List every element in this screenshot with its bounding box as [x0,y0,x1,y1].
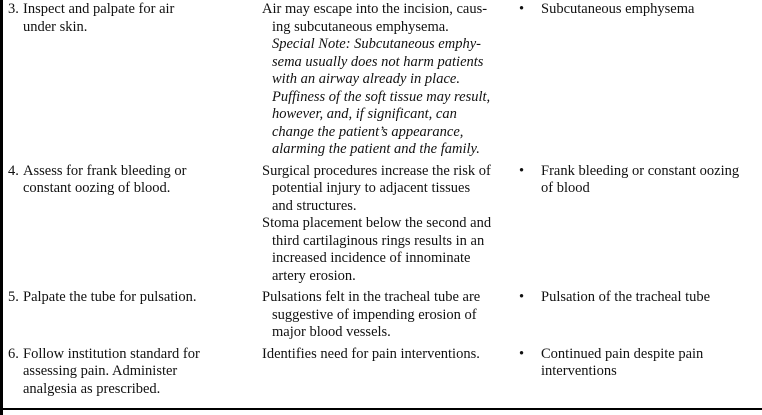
action-line: constant oozing of blood. [23,180,171,196]
rationale-line: increased incidence of innominate [272,250,471,266]
rationale-line: major blood vessels. [272,324,391,340]
rationale-line: sema usually does not harm patients [272,53,484,70]
rationale-line: with an airway already in place. [272,71,460,87]
rationale-line: Identifies need for pain interventions. [262,345,480,362]
outcome-cell [515,163,762,286]
outcome-line: of blood [541,180,590,196]
bullet-icon: • [519,1,525,17]
action-line: Assess for frank bleeding or [23,162,187,179]
rationale-cell [262,163,515,286]
outcome-cell [515,289,762,342]
bottom-rule [3,408,762,410]
rationale-paragraph [262,289,515,342]
rationale-line: Puffiness of the soft tissue may result, [272,88,491,105]
action-cell [0,1,262,159]
action-line: Palpate the tube for pulsation. [23,289,197,305]
rationale-line: Special Note: Subcutaneous emphy- [272,36,481,52]
outcome-line: Frank bleeding or constant oozing [541,162,740,179]
rationale-line: potential injury to adjacent tissues [272,180,471,196]
rationale-line: third cartilaginous rings results in an [272,232,485,249]
rationale-cell [262,1,515,159]
step-number: 6. [8,345,19,362]
action-line: Follow institution standard for [23,345,200,362]
outcome-cell [515,1,762,159]
action-line: analgesia as prescribed. [23,380,161,397]
rationale-paragraph [262,163,515,216]
rationale-line: Stoma placement below the second and [262,215,492,231]
step-number: 4. [8,162,19,179]
rationale-line: however, and, if significant, can [272,106,457,122]
step-number: 3. [8,1,19,17]
rationale-paragraph [262,215,515,285]
step-number: 5. [8,289,19,305]
rationale-line: artery erosion. [272,267,356,284]
rationale-line: Surgical procedures increase the risk of [262,162,491,179]
bullet-icon: • [519,289,525,305]
rationale-line: suggestive of impending erosion of [272,306,477,323]
rationale-line: change the patient’s appearance, [272,123,464,140]
table-row [0,1,762,159]
rationale-paragraph [262,346,515,364]
rationale-line: Air may escape into the incision, caus- [262,1,488,17]
bullet-icon: • [519,345,525,362]
outcome-line: Continued pain despite pain [541,345,704,362]
outcome-line: Subcutaneous emphysema [541,1,695,17]
action-cell [0,346,262,399]
rationale-cell [262,289,515,342]
rationale-line: alarming the patient and the family. [272,141,480,157]
outcome-cell [515,346,762,399]
action-cell [0,163,262,286]
table-row [0,346,762,399]
action-line: assessing pain. Administer [23,363,178,379]
rationale-cell [262,346,515,399]
action-cell [0,289,262,342]
action-line: Inspect and palpate for air [23,1,175,17]
rationale-paragraph [262,1,515,36]
rationale-line: Pulsations felt in the tracheal tube are [262,289,481,305]
outcome-line: interventions [541,363,617,379]
table-row [0,289,762,342]
table-row [0,163,762,286]
rationale-line: and structures. [272,197,357,214]
bullet-icon: • [519,162,525,179]
special-note [262,36,515,159]
procedure-table [0,1,762,402]
action-line: under skin. [23,18,88,35]
outcome-line: Pulsation of the tracheal tube [541,289,711,305]
rationale-line: ing subcutaneous emphysema. [272,18,449,35]
